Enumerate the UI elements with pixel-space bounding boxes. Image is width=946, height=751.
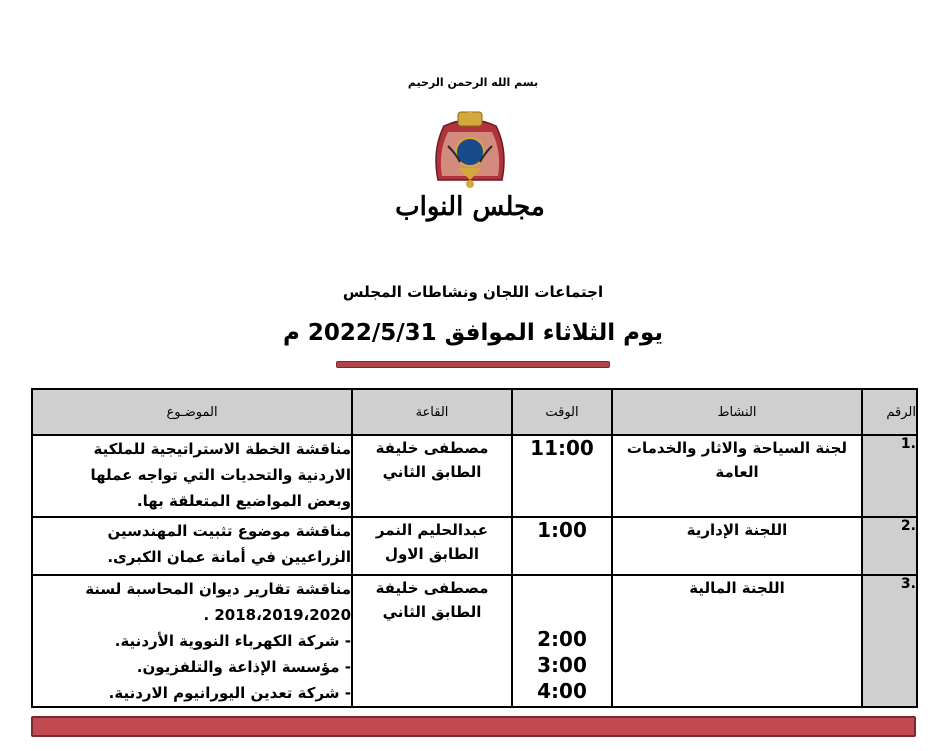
time-slot: 4:00 xyxy=(537,679,587,703)
schedule-table xyxy=(31,388,918,708)
hall-name: مصطفى خليفة xyxy=(375,579,489,597)
row-topic xyxy=(32,575,352,707)
topic-line: - مؤسسة الإذاعة والتلفزيون. xyxy=(136,658,351,676)
row-topic xyxy=(32,435,352,517)
row-time: 1:00 xyxy=(512,517,612,575)
header-hall: القاعة xyxy=(352,389,512,435)
hall-floor: الطابق الثاني xyxy=(382,603,482,621)
row-num: .2 xyxy=(862,517,917,575)
table-row xyxy=(32,517,917,575)
row-hall xyxy=(352,435,512,517)
row-activity: لجنة السياحة والاثار والخدمات العامة xyxy=(612,435,862,517)
row-hall xyxy=(352,517,512,575)
row-activity: اللجنة المالية xyxy=(612,575,862,707)
header-num: الرقم xyxy=(862,389,917,435)
row-topic xyxy=(32,517,352,575)
basmala: بسم الله الرحمن الرحيم xyxy=(407,76,539,89)
row-num: .3 xyxy=(862,575,917,707)
parliament-logo: مجلس النواب xyxy=(395,192,545,222)
topic-line: 2018،2019،2020 . xyxy=(203,606,351,624)
topic-line: الاردنية والتحديات التي تواجه عملها xyxy=(90,466,351,484)
header-activity: النشاط xyxy=(612,389,862,435)
hall-floor: الطابق الاول xyxy=(384,545,480,563)
topic-line: وبعض المواضيع المتعلقة بها. xyxy=(136,492,351,510)
row-time: 11:00 xyxy=(512,435,612,517)
topic-line: مناقشة تقارير ديوان المحاسبة لسنة xyxy=(85,580,351,598)
page-subtitle: اجتماعات اللجان ونشاطات المجلس xyxy=(342,283,604,301)
table-header-row xyxy=(32,389,917,435)
page-title: يوم الثلاثاء الموافق 2022/5/31 م xyxy=(282,320,664,346)
header-topic: الموضـوع xyxy=(32,389,352,435)
footer-bar xyxy=(31,716,916,737)
topic-line: مناقشة الخطة الاستراتيجية للملكية xyxy=(93,440,351,458)
topic-line: - شركة الكهرباء النووية الأردنية. xyxy=(114,632,351,650)
jordan-coat-of-arms-icon xyxy=(430,110,510,190)
title-underline-bar xyxy=(336,361,610,368)
time-slot: 3:00 xyxy=(537,653,587,677)
table-row xyxy=(32,435,917,517)
row-hall xyxy=(352,575,512,707)
topic-line: مناقشة موضوع تثبيت المهندسين xyxy=(107,522,351,540)
row-activity: اللجنة الإدارية xyxy=(612,517,862,575)
hall-floor: الطابق الثاني xyxy=(382,463,482,481)
row-num: .1 xyxy=(862,435,917,517)
table-row xyxy=(32,575,917,707)
topic-line: - شركة تعدين اليورانيوم الاردنية. xyxy=(108,684,351,702)
time-slot: 2:00 xyxy=(537,627,587,651)
topic-line: الزراعيين في أمانة عمان الكبرى. xyxy=(107,548,351,566)
header-time: الوقت xyxy=(512,389,612,435)
row-time xyxy=(512,575,612,707)
hall-name: عبدالحليم النمر xyxy=(375,521,489,539)
hall-name: مصطفى خليفة xyxy=(375,439,489,457)
